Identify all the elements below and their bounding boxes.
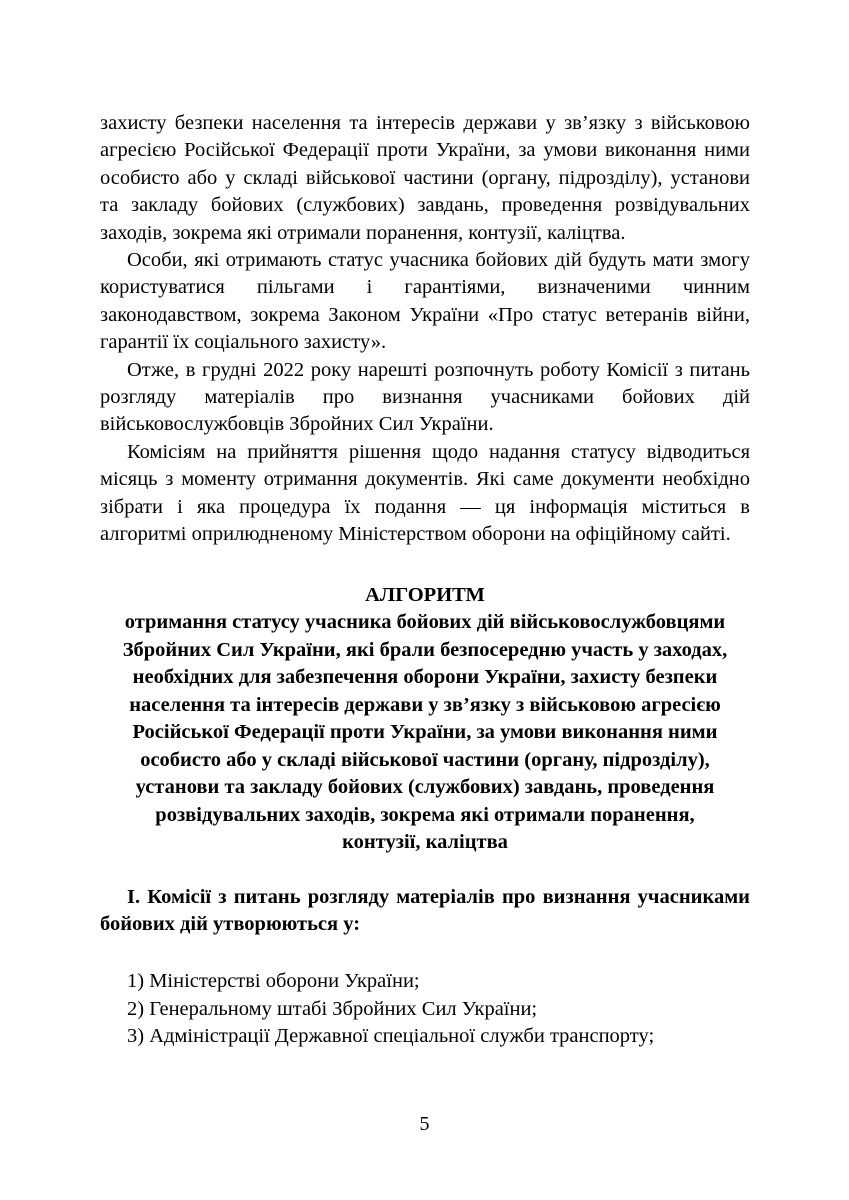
algorithm-title: АЛГОРИТМ — [365, 583, 485, 606]
body-paragraph: Особи, які отримають статус учасника бойових дій будуть мати змогу користуватися пільгами і гарантіями, визначеними чинним законодавством, зокрема Законом України «Про статус ветеранів війни, гарантії їх соціального захисту». — [100, 249, 750, 354]
page-number: 5 — [419, 1113, 430, 1135]
commission-list — [100, 968, 750, 1050]
section-heading: І. Комісії з питань розгляду матеріалів про визнання учасниками бойових дій утворюються у: — [100, 885, 750, 935]
algorithm-subtitle: отримання статусу учасника бойових дій військовослужбовцями Збройних Сил України, які брали безпосередню участь у заходах, необхідних для забезпечення оборони України, захисту безпеки населення та інтересів держави у зв’язку з військовою агресією Російської Федерації проти України, за умови виконання ними особисто або у складі військової частини (органу, підрозділу), установи та закладу бойових (службових) завдань, проведення розвідувальних заходів, зокрема які отримали поранення, контузії, каліцтва — [122, 611, 728, 853]
body-paragraph: Комісіям на прийняття рішення щодо надання статусу відводиться місяць з моменту отримання документів. Які саме документи необхідно зібрати і яка процедура їх подання — ця інформація міститься в алгоритмі оприлюдненому Міністерством оборони на офіційному сайті. — [100, 440, 750, 546]
list-item: 2) Генеральному штабі Збройних Сил України; — [127, 997, 538, 1020]
document-page — [100, 110, 750, 1051]
body-paragraph: захисту безпеки населення та інтересів держави у зв’язку з військовою агресією Російської Федерації проти України, за умови виконання ними особисто або у складі військової частини (органу, підрозділу), установи та закладу бойових (службових) завдань, проведення розвідувальних заходів, зокрема які отримали поранення, контузії, каліцтва. — [100, 112, 750, 244]
list-item: 3) Адміністрації Державної спеціальної служби транспорту; — [127, 1025, 655, 1048]
algorithm-header — [100, 582, 750, 857]
list-item: 1) Міністерстві оборони України; — [127, 970, 420, 993]
body-paragraph: Отже, в грудні 2022 року нарешті розпочнуть роботу Комісії з питань розгляду матеріалів про визнання учасниками бойових дій військовослужбовців Збройних Сил України. — [100, 358, 750, 436]
